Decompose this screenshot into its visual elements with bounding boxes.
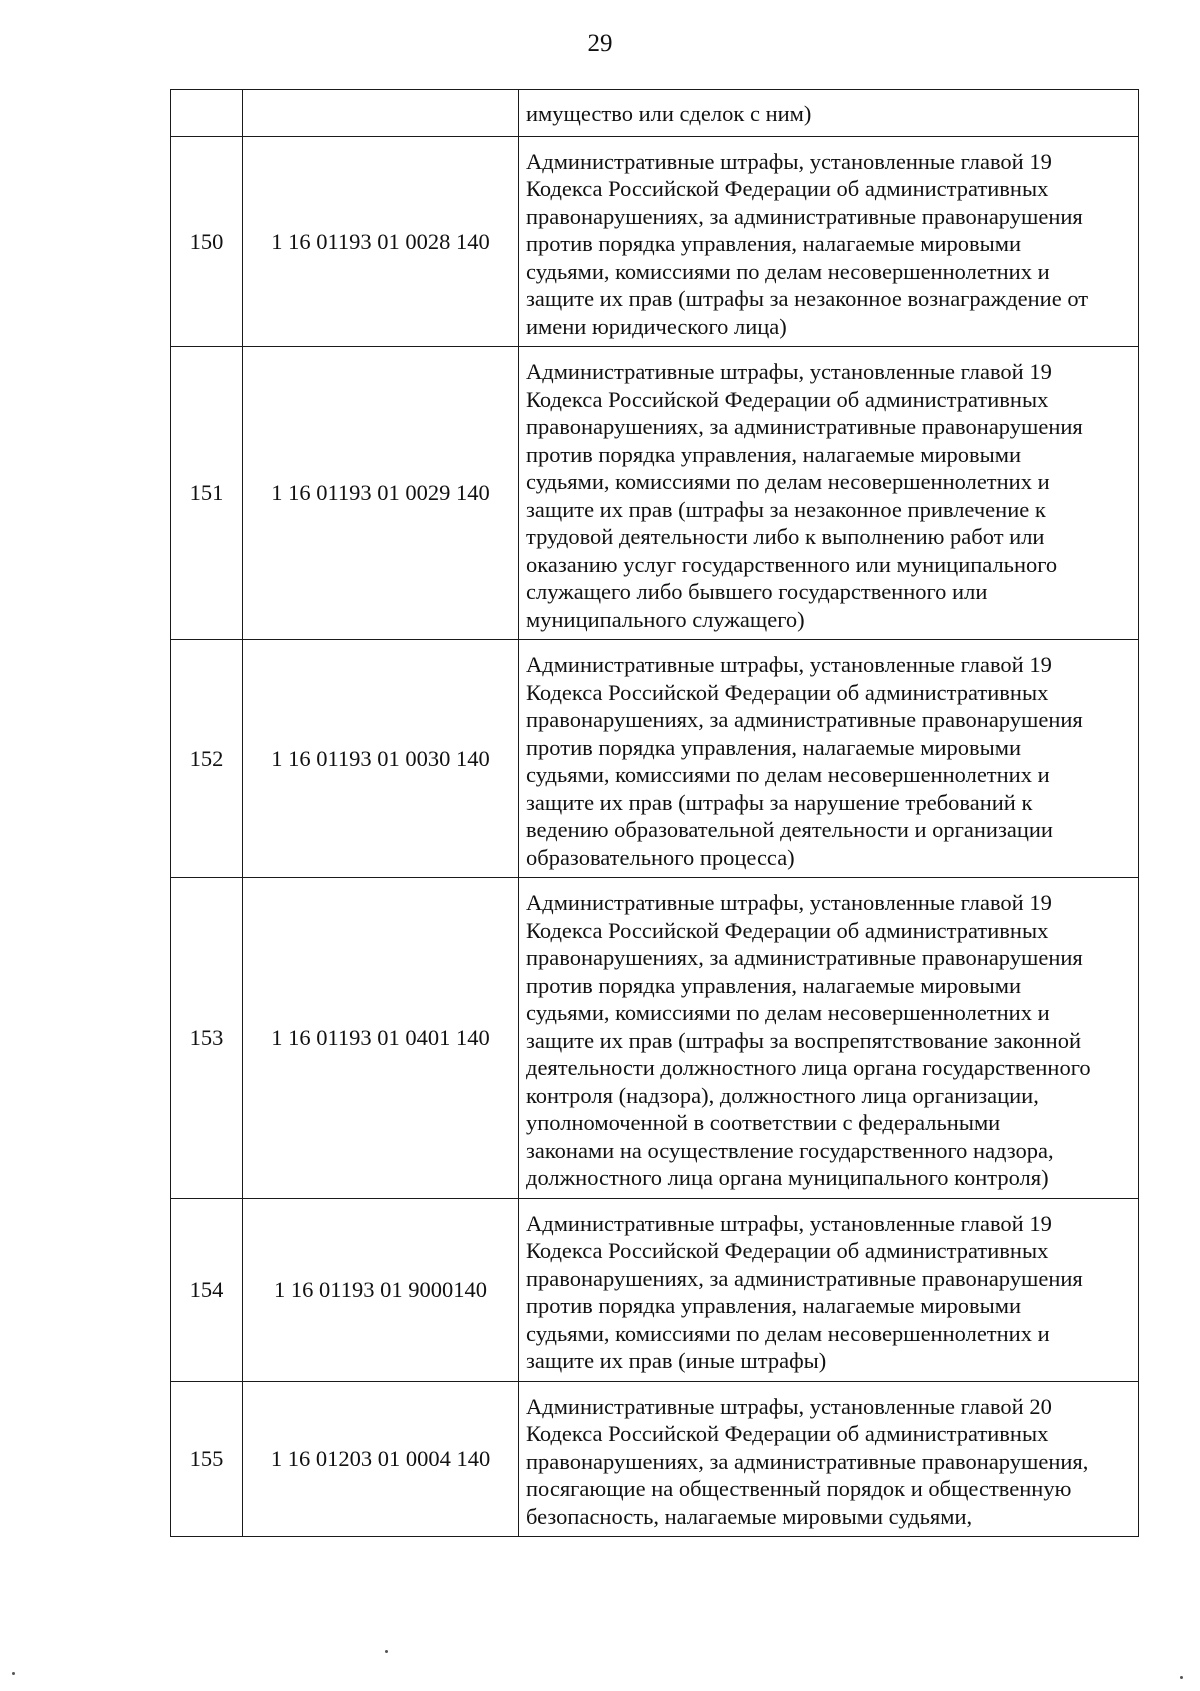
description-line: Кодекса Российской Федерации об административных [526,679,1049,705]
description-line: оказанию услуг государственного или муниципального [526,551,1058,577]
table-row [171,90,1139,137]
description-line: Административные штрафы, установленные главой 19 [526,890,1052,915]
row-number-cell: 151 [171,347,243,640]
budget-code-cell: 1 16 01193 01 0029 140 [243,347,519,640]
description-line: судьями, комиссиями по делам несовершеннолетних и [526,258,1050,284]
description-line: муниципального служащего) [526,606,805,632]
row-number-cell [171,90,243,137]
budget-code-cell: 1 16 01193 01 0401 140 [243,878,519,1199]
description-line: законами на осуществление государственного надзора, [526,1137,1054,1163]
description-line: Кодекса Российской Федерации об административных [526,1238,1049,1263]
description-line: Кодекса Российской Федерации об административных [526,176,1049,201]
description-line: Административные штрафы, установленные главой 19 [526,652,1052,677]
table-row [171,1381,1139,1537]
table-row [171,878,1139,1199]
budget-code-cell: 1 16 01193 01 0028 140 [243,136,519,347]
description-line: образовательного процесса) [526,844,795,870]
page-number: 29 [587,30,613,57]
description-cell [519,136,1139,347]
budget-code-cell [243,90,519,137]
description-line: правонарушениях, за административные правонарушения [526,1265,1083,1291]
scan-speck [385,1650,388,1653]
description-line: контроля (надзора), должностного лица организации, [526,1082,1039,1108]
description-line: имени юридического лица) [526,313,787,339]
description-line: против порядка управления, налагаемые мировыми [526,1293,1022,1318]
row-number-cell: 155 [171,1381,243,1537]
description-cell [519,640,1139,878]
description-line: Административные штрафы, установленные главой 19 [526,1210,1052,1236]
description-line: защите их прав (иные штрафы) [526,1348,827,1373]
description-line: правонарушениях, за административные правонарушения [526,203,1083,229]
description-line: против порядка управления, налагаемые мировыми [526,734,1022,760]
description-line: уполномоченной в соответствии с федеральными [526,1110,1001,1135]
description-line: судьями, комиссиями по делам несовершеннолетних и [526,1320,1050,1346]
description-line: защите их прав (штрафы за незаконное вознаграждение от [526,286,1089,311]
description-line: Административные штрафы, установленные главой 20 [526,1393,1052,1419]
description-line: посягающие на общественный порядок и общественную [526,1476,1072,1501]
table-row [171,136,1139,347]
description-line: Кодекса Российской Федерации об административных [526,1421,1049,1446]
table-row [171,640,1139,878]
description-cell [519,878,1139,1199]
table-row [171,1198,1139,1381]
description-line: правонарушениях, за административные правонарушения [526,414,1083,439]
budget-code-cell: 1 16 01193 01 0030 140 [243,640,519,878]
description-cell [519,1381,1139,1537]
description-cell [519,90,1139,137]
description-line: защите их прав (штрафы за незаконное привлечение к [526,496,1046,522]
description-line: против порядка управления, налагаемые мировыми [526,972,1022,998]
scan-speck [12,1672,15,1675]
row-number-cell: 154 [171,1198,243,1381]
description-line: деятельности должностного лица органа государственного [526,1055,1091,1080]
budget-code-table [170,89,1139,1537]
description-line: безопасность, налагаемые мировыми судьями, [526,1503,973,1529]
description-line: правонарушениях, за административные правонарушения [526,945,1083,970]
description-line: правонарушениях, за административные правонарушения, [526,1448,1089,1474]
description-line: имущество или сделок с ним) [526,101,812,126]
budget-code-cell: 1 16 01203 01 0004 140 [243,1381,519,1537]
description-line: против порядка управления, налагаемые мировыми [526,441,1022,467]
description-line: судьями, комиссиями по делам несовершеннолетних и [526,1000,1050,1025]
description-line: ведению образовательной деятельности и организации [526,817,1053,842]
description-line: против порядка управления, налагаемые мировыми [526,231,1022,256]
budget-code-cell: 1 16 01193 01 9000140 [243,1198,519,1381]
description-line: Кодекса Российской Федерации об административных [526,917,1049,943]
description-cell [519,1198,1139,1381]
description-line: Административные штрафы, установленные главой 19 [526,148,1052,174]
description-line: должностного лица органа муниципального контроля) [526,1165,1049,1190]
table-body [171,90,1139,1537]
description-line: судьями, комиссиями по делам несовершеннолетних и [526,762,1050,787]
row-number-cell: 153 [171,878,243,1199]
description-line: судьями, комиссиями по делам несовершеннолетних и [526,469,1050,494]
description-line: трудовой деятельности либо к выполнению работ или [526,524,1045,549]
row-number-cell: 152 [171,640,243,878]
scan-speck [1180,1676,1183,1679]
description-line: Кодекса Российской Федерации об административных [526,386,1049,412]
row-number-cell: 150 [171,136,243,347]
description-line: защите их прав (штрафы за воспрепятствование законной [526,1027,1081,1053]
description-line: Административные штрафы, установленные главой 19 [526,359,1052,384]
description-line: служащего либо бывшего государственного или [526,579,988,604]
description-cell [519,347,1139,640]
description-line: защите их прав (штрафы за нарушение требований к [526,789,1033,815]
description-line: правонарушениях, за административные правонарушения [526,707,1083,732]
table-row [171,347,1139,640]
